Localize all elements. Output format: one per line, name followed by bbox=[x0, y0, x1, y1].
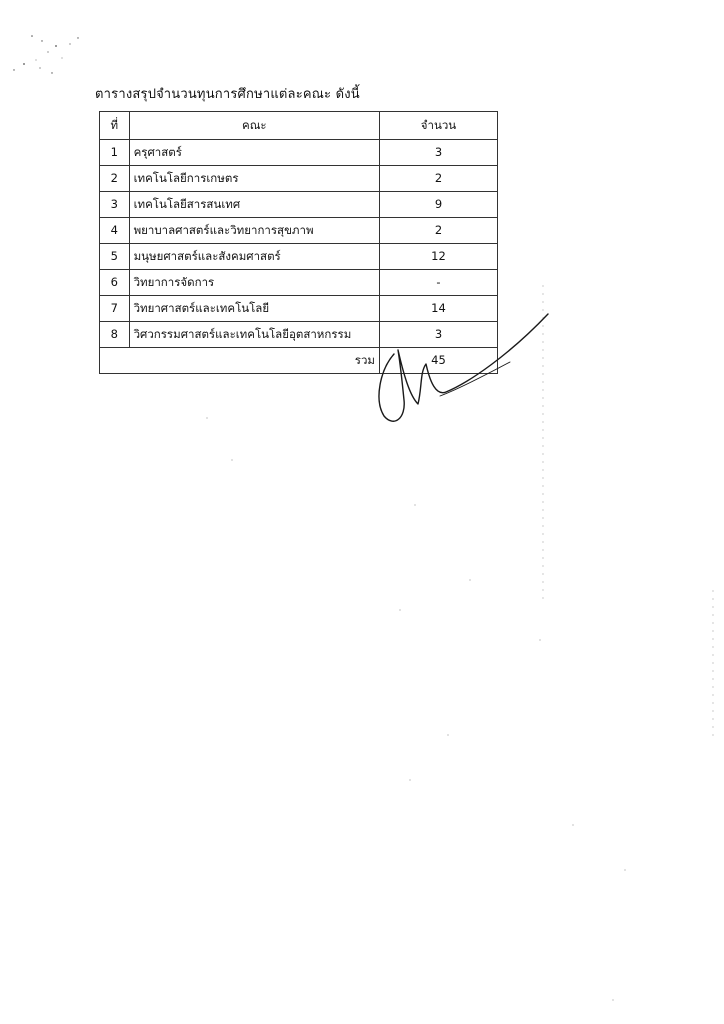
row-count: 12 bbox=[379, 244, 497, 270]
row-count: 2 bbox=[379, 218, 497, 244]
row-faculty: วิทยาการจัดการ bbox=[129, 270, 379, 296]
row-count: 9 bbox=[379, 192, 497, 218]
total-label: รวม bbox=[100, 348, 380, 374]
table-row bbox=[100, 218, 498, 244]
row-faculty: วิทยาศาสตร์และเทคโนโลยี bbox=[129, 296, 379, 322]
row-no: 4 bbox=[100, 218, 130, 244]
header-count: จำนวน bbox=[379, 112, 497, 140]
row-faculty: เทคโนโลยีสารสนเทศ bbox=[129, 192, 379, 218]
row-count: 3 bbox=[379, 140, 497, 166]
row-no: 1 bbox=[100, 140, 130, 166]
row-faculty: มนุษยศาสตร์และสังคมศาสตร์ bbox=[129, 244, 379, 270]
table-header-row bbox=[100, 112, 498, 140]
table-row bbox=[100, 166, 498, 192]
total-value: 45 bbox=[379, 348, 497, 374]
handwritten-signature bbox=[360, 292, 560, 432]
row-count: 2 bbox=[379, 166, 497, 192]
table-caption: ตารางสรุปจำนวนทุนการศึกษาแต่ละคณะ ดังนี้ bbox=[95, 87, 360, 102]
row-faculty: เทคโนโลยีการเกษตร bbox=[129, 166, 379, 192]
header-faculty: คณะ bbox=[129, 112, 379, 140]
row-no: 8 bbox=[100, 322, 130, 348]
row-faculty: พยาบาลศาสตร์และวิทยาการสุขภาพ bbox=[129, 218, 379, 244]
row-faculty: ครุศาสตร์ bbox=[129, 140, 379, 166]
row-count: 3 bbox=[379, 322, 497, 348]
row-no: 2 bbox=[100, 166, 130, 192]
table-row bbox=[100, 244, 498, 270]
row-no: 5 bbox=[100, 244, 130, 270]
row-count: - bbox=[379, 270, 497, 296]
table-row bbox=[100, 192, 498, 218]
row-no: 6 bbox=[100, 270, 130, 296]
row-count: 14 bbox=[379, 296, 497, 322]
row-no: 3 bbox=[100, 192, 130, 218]
table-row bbox=[100, 140, 498, 166]
header-no: ที่ bbox=[100, 112, 130, 140]
row-no: 7 bbox=[100, 296, 130, 322]
row-faculty: วิศวกรรมศาสตร์และเทคโนโลยีอุตสาหกรรม bbox=[129, 322, 379, 348]
